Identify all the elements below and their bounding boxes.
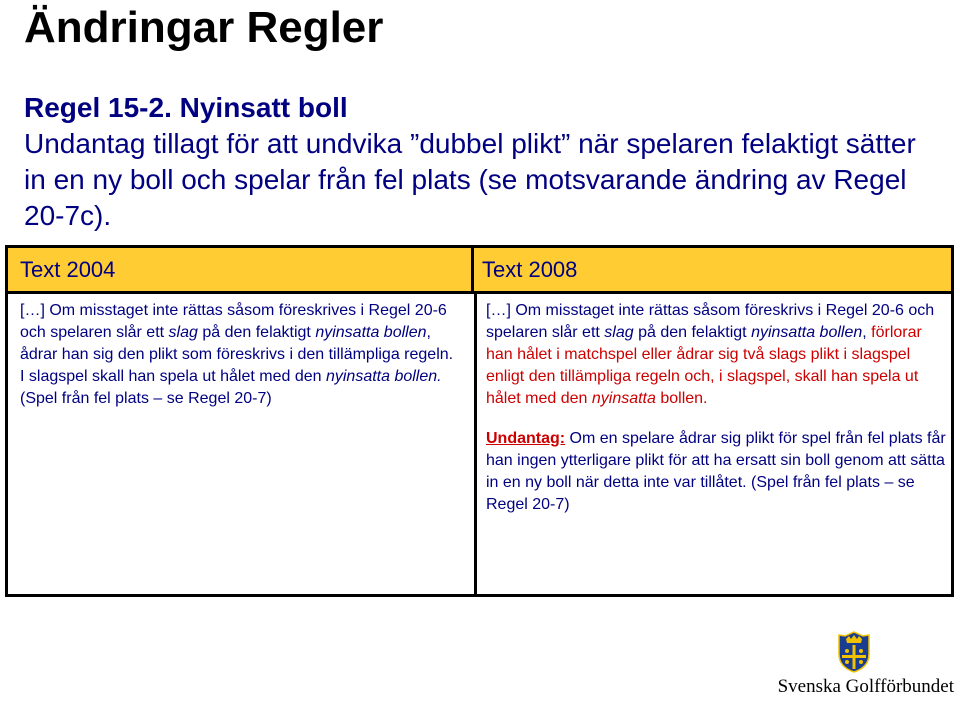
text-2008-changed: bollen. bbox=[655, 390, 708, 407]
text-2004-part: (Spel från fel plats – se Regel 20-7) bbox=[20, 390, 272, 407]
golf-federation-emblem-icon bbox=[834, 630, 874, 674]
text-2004-part: , ådrar han sig den plikt som föreskrivs i den tillämpliga regeln. I slagspel skall han spela ut hålet med den bbox=[20, 324, 454, 385]
text-2008-changed: förlorar han hålet i matchspel eller ådrar sig två slags plikt i slagspel enligt den tillämpliga regeln och, i slagspel, skall han spela ut hålet med den bbox=[486, 324, 922, 407]
text-2008-part: på den felaktigt bbox=[633, 324, 752, 341]
logo-wordmark: Svenska Golfförbundet bbox=[777, 676, 954, 697]
text-2008-changed-italic: nyinsatta bbox=[591, 390, 656, 407]
header-text-2004: Text 2004 bbox=[8, 248, 474, 294]
text-2008-part: , bbox=[862, 324, 867, 341]
text-2008-cell bbox=[486, 300, 948, 410]
rule-description: Undantag tillagt för att undvika ”dubbel plikt” när spelaren felaktigt sätter in en ny boll och spelar från fel plats (se motsvarande ändring av Regel 20-7c). bbox=[24, 128, 916, 231]
text-2004-italic: slag bbox=[168, 324, 198, 341]
text-2004-italic: nyinsatta bollen bbox=[315, 324, 427, 341]
text-2004-italic: nyinsatta bollen. bbox=[325, 368, 442, 385]
column-divider bbox=[474, 294, 477, 594]
text-2004-cell bbox=[20, 300, 460, 410]
comparison-table bbox=[5, 245, 954, 597]
exception-text: Om en spelare ådrar sig plikt för spel från fel plats får han ingen ytterligare plikt för att ha ersatt sin boll genom att sätta in en ny boll när detta inte var tillåtet. (Spel från fel plats – se Regel 20-7) bbox=[486, 430, 946, 513]
text-2008-italic: slag bbox=[604, 324, 634, 341]
rule-heading: Regel 15-2. Nyinsatt boll bbox=[24, 92, 348, 123]
svenska-golfforbundet-logo bbox=[768, 630, 958, 698]
text-2004-part: […] Om misstaget inte rättas såsom föreskrives i Regel 20-6 och spelaren slår ett bbox=[20, 302, 447, 341]
exception-paragraph bbox=[486, 428, 948, 516]
header-text-2008: Text 2008 bbox=[474, 248, 951, 294]
exception-label: Undantag: bbox=[486, 430, 566, 447]
page-title: Ändringar Regler bbox=[24, 3, 384, 52]
text-2004-part: på den felaktigt bbox=[197, 324, 316, 341]
text-2008-italic: nyinsatta bollen bbox=[751, 324, 863, 341]
text-2008-part: […] Om misstaget inte rättas såsom föreskrivs i Regel 20-6 och spelaren slår ett bbox=[486, 302, 935, 341]
